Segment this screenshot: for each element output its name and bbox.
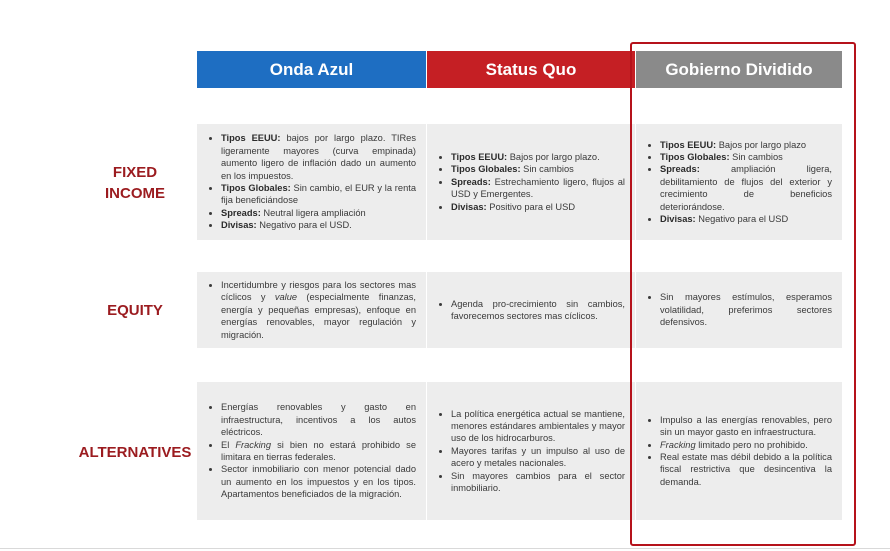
- bullet-text: limitado pero no prohibido.: [695, 439, 808, 450]
- bullet-text: ampliación ligera, debilitamiento de flujos del exterior y crecimiento de beneficios deteriorándose.: [660, 164, 832, 212]
- bullet-text: Negativo para el USD: [695, 214, 789, 225]
- bullet-text: (especialmente finanzas, energía y pequeñas empresas), enfoque en energías renovables, mayor regulación y migración.: [221, 292, 417, 340]
- row-label-line: FIXED: [112, 164, 158, 181]
- bullet-item: [221, 132, 416, 182]
- bullet-item: [451, 163, 625, 175]
- bullet-key: Divisas:: [451, 201, 487, 212]
- bullet-item: [451, 176, 625, 201]
- bullet-key: Tipos EEUU:: [451, 151, 508, 162]
- bullet-text: si bien no estará prohibido se limitara en tierras federales.: [221, 439, 416, 462]
- cell-equity-onda-azul: [197, 272, 426, 348]
- bullet-text: Bajos por largo plazo: [716, 139, 807, 150]
- bullet-text: Sin mayores cambios para el sector inmobiliario.: [451, 470, 625, 494]
- bullet-emphasis: Fracking: [660, 439, 696, 450]
- row-label-alternatives: [60, 442, 210, 463]
- bullet-item: [221, 401, 416, 438]
- gobierno-dividido-highlight-frame: [630, 42, 856, 546]
- cell-equity-status-quo: [427, 272, 635, 348]
- bullet-text: Positivo para el USD: [486, 201, 576, 212]
- cell-fixed-income-status-quo: [427, 124, 635, 240]
- row-label-line: INCOME: [105, 185, 165, 202]
- bullet-list: [197, 279, 426, 341]
- row-label-equity: [60, 300, 210, 321]
- bullet-list: [427, 151, 635, 213]
- bullet-item: [221, 439, 416, 464]
- bullet-list: [427, 298, 635, 323]
- bullet-text: Incertidumbre y riesgos para los sectores mas cíclicos y: [221, 279, 416, 303]
- bullet-text: Neutral ligera ampliación: [260, 207, 366, 218]
- bullet-item: [221, 207, 416, 219]
- bullet-key: Spreads:: [451, 176, 491, 187]
- bullet-text: El: [221, 439, 236, 450]
- header-gobierno-dividido: Gobierno Dividido: [636, 51, 842, 88]
- bullet-key: Tipos Globales:: [451, 164, 521, 175]
- row-label-line: ALTERNATIVES: [78, 444, 192, 461]
- bullet-list: [427, 408, 635, 495]
- bullet-item: [451, 298, 625, 323]
- header-status-quo: Status Quo: [427, 51, 635, 88]
- bullet-text: Bajos por largo plazo.: [507, 151, 600, 162]
- bullet-text: Sin cambios: [520, 164, 574, 175]
- header-onda-azul: Onda Azul: [197, 51, 426, 88]
- bullet-key: Divisas:: [660, 214, 696, 225]
- bullet-item: [221, 182, 416, 207]
- bullet-text: Sin cambio, el EUR y la renta fija beneficiándose: [221, 183, 416, 206]
- cell-alternatives-status-quo: [427, 382, 635, 520]
- bullet-item: [451, 470, 625, 495]
- bullet-text: Agenda pro-crecimiento sin cambios, favorecemos sectores mas cíclicos.: [451, 298, 625, 321]
- bullet-text: Estrechamiento ligero, flujos al USD y Emergentes.: [451, 176, 625, 200]
- bullet-item: [221, 219, 416, 231]
- bullet-key: Tipos EEUU:: [221, 133, 281, 144]
- bullet-list: [197, 132, 426, 231]
- bullet-key: Tipos Globales:: [221, 183, 291, 193]
- bullet-text: Sin cambios: [729, 151, 783, 162]
- bullet-text: La política energética actual se mantiene, menores estándares ambientales y mayor uso de los hidrocarburos.: [451, 408, 625, 444]
- bullet-text: Sin mayores estímulos, esperamos volatilidad, preferimos sectores defensivos.: [660, 292, 832, 328]
- bullet-item: [451, 201, 625, 213]
- bullet-key: Tipos Globales:: [660, 151, 730, 162]
- bullet-key: Spreads:: [221, 207, 261, 218]
- bullet-text: Sector inmobiliario con menor potencial dado un aumento en los impuestos y en los tipos. Apartamentos beneficiados de la migración.: [221, 464, 416, 500]
- bullet-text: Real estate mas débil debido a la política fiscal restrictiva que desincentiva la demanda.: [660, 452, 832, 487]
- row-label-fixed-income: [60, 162, 210, 204]
- divider: [0, 548, 890, 549]
- bullet-item: [451, 408, 625, 445]
- bullet-item: [451, 445, 625, 470]
- bullet-key: Divisas:: [221, 220, 257, 231]
- bullet-emphasis: Fracking: [235, 439, 271, 450]
- row-label-line: EQUITY: [107, 302, 163, 319]
- cell-fixed-income-onda-azul: [197, 124, 426, 240]
- bullet-text: Mayores tarifas y un impulso al uso de acero y metales nacionales.: [451, 445, 625, 469]
- bullet-emphasis: value: [274, 292, 298, 303]
- bullet-item: [221, 279, 416, 341]
- bullet-item: [221, 463, 416, 500]
- bullet-item: [451, 151, 625, 163]
- bullet-key: Tipos EEUU:: [660, 139, 717, 150]
- bullet-key: Spreads:: [660, 164, 700, 175]
- cell-alternatives-onda-azul: [197, 382, 426, 520]
- bullet-text: Negativo para el USD.: [256, 220, 352, 231]
- bullet-text: Energías renovables y gasto en infraestructura, incentivos a los autos eléctricos.: [221, 402, 416, 438]
- bullet-list: [197, 401, 426, 500]
- bullet-text: bajos por largo plazo. TIRes ligeramente mayores (curva empinada) aumento ligero de inflación dado un aumento en los impuestos.: [221, 133, 416, 181]
- bullet-text: Impulso a las energías renovables, pero sin un mayor gasto en infraestructura.: [660, 414, 832, 438]
